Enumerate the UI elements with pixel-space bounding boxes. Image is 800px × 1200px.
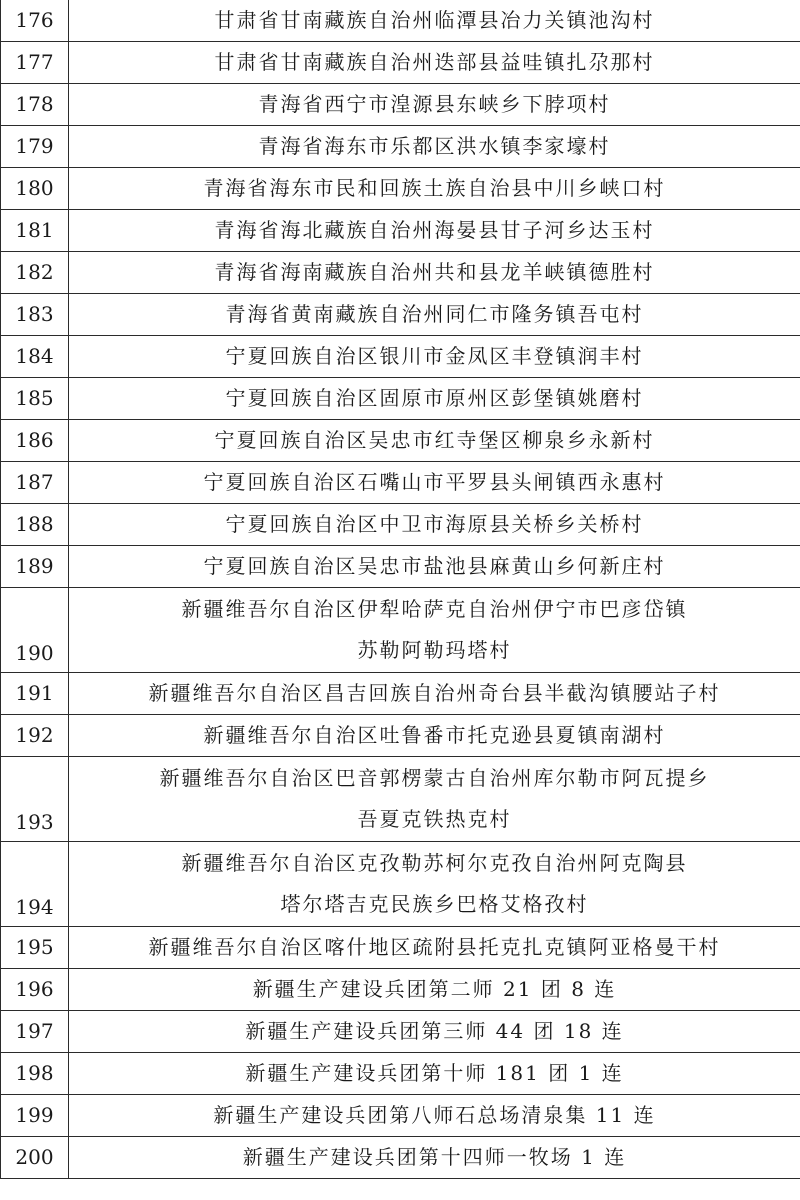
table-row [1, 1053, 800, 1095]
row-number-cell: 179 [1, 126, 69, 168]
village-name-cell [69, 927, 800, 969]
table-row [1, 378, 800, 420]
table-row [1, 757, 800, 842]
village-name-cell [69, 378, 800, 420]
row-number-cell: 178 [1, 84, 69, 126]
village-name-cell [69, 842, 800, 927]
row-number-cell: 191 [1, 673, 69, 715]
table-row [1, 673, 800, 715]
table-row [1, 420, 800, 462]
village-name-line: 新疆生产建设兵团第三师 44 团 18 连 [245, 1019, 624, 1043]
row-number-cell: 200 [1, 1137, 69, 1179]
village-name-cell [69, 1011, 800, 1053]
row-number-cell: 181 [1, 210, 69, 252]
table-row [1, 126, 800, 168]
row-number-cell: 196 [1, 969, 69, 1011]
village-name-line: 新疆生产建设兵团第二师 21 团 8 连 [252, 977, 617, 1001]
row-number-cell: 194 [1, 842, 69, 927]
village-name-cell [69, 504, 800, 546]
village-name-cell [69, 546, 800, 588]
village-name-line: 青海省黄南藏族自治州同仁市隆务镇吾屯村 [225, 302, 644, 326]
village-name-line: 新疆维吾尔自治区伊犁哈萨克自治州伊宁市巴彦岱镇 [181, 597, 688, 621]
row-number-cell: 176 [1, 0, 69, 42]
row-number-cell: 189 [1, 546, 69, 588]
row-number-cell: 180 [1, 168, 69, 210]
row-number-cell: 188 [1, 504, 69, 546]
village-name-line: 塔尔塔吉克民族乡巴格艾格孜村 [280, 892, 589, 916]
row-number-cell: 198 [1, 1053, 69, 1095]
village-name-cell [69, 294, 800, 336]
table-row [1, 1137, 800, 1179]
row-number-cell: 177 [1, 42, 69, 84]
village-name-cell [69, 462, 800, 504]
village-name-line: 新疆维吾尔自治区吐鲁番市托克逊县夏镇南湖村 [203, 723, 666, 747]
row-number-cell: 184 [1, 336, 69, 378]
table-row [1, 1095, 800, 1137]
row-number-cell: 190 [1, 588, 69, 673]
table-row [1, 842, 800, 927]
village-name-cell [69, 168, 800, 210]
row-number-cell: 199 [1, 1095, 69, 1137]
table-row [1, 210, 800, 252]
row-number-cell: 183 [1, 294, 69, 336]
village-name-cell [69, 42, 800, 84]
village-name-line: 宁夏回族自治区吴忠市红寺堡区柳泉乡永新村 [214, 428, 655, 452]
village-name-line: 新疆生产建设兵团第十师 181 团 1 连 [245, 1061, 624, 1085]
village-name-cell [69, 252, 800, 294]
village-name-line: 苏勒阿勒玛塔村 [357, 638, 512, 662]
village-name-line: 新疆维吾尔自治区喀什地区疏附县托克扎克镇阿亚格曼干村 [148, 935, 721, 959]
village-name-line: 青海省海南藏族自治州共和县龙羊峡镇德胜村 [214, 260, 655, 284]
table-row [1, 168, 800, 210]
table-row [1, 1011, 800, 1053]
row-number-cell: 195 [1, 927, 69, 969]
row-number-cell: 185 [1, 378, 69, 420]
village-name-cell [69, 588, 800, 673]
village-name-cell [69, 336, 800, 378]
row-number-cell: 187 [1, 462, 69, 504]
village-name-line: 新疆生产建设兵团第八师石总场清泉集 11 连 [213, 1103, 656, 1127]
row-number-cell: 182 [1, 252, 69, 294]
village-name-cell [69, 673, 800, 715]
village-name-cell [69, 420, 800, 462]
village-name-cell [69, 1095, 800, 1137]
village-name-line: 青海省海北藏族自治州海晏县甘子河乡达玉村 [214, 218, 655, 242]
village-name-line: 新疆维吾尔自治区克孜勒苏柯尔克孜自治州阿克陶县 [181, 851, 688, 875]
table-row [1, 252, 800, 294]
village-name-cell [69, 0, 800, 42]
village-name-line: 青海省海东市民和回族土族自治县中川乡峡口村 [203, 176, 666, 200]
village-name-cell [69, 715, 800, 757]
village-name-cell [69, 210, 800, 252]
village-name-cell [69, 969, 800, 1011]
village-name-line: 新疆生产建设兵团第十四师一牧场 1 连 [242, 1145, 627, 1169]
table-row [1, 42, 800, 84]
table-row [1, 462, 800, 504]
row-number-cell: 197 [1, 1011, 69, 1053]
village-name-line: 宁夏回族自治区吴忠市盐池县麻黄山乡何新庄村 [203, 554, 666, 578]
table-row [1, 546, 800, 588]
table-row [1, 969, 800, 1011]
row-number-cell: 193 [1, 757, 69, 842]
table-row [1, 588, 800, 673]
village-name-line: 吾夏克铁热克村 [357, 807, 512, 831]
table-body [1, 0, 800, 1179]
village-name-line: 青海省海东市乐都区洪水镇李家壕村 [258, 134, 611, 158]
table-row [1, 504, 800, 546]
table-row [1, 336, 800, 378]
village-name-cell [69, 1137, 800, 1179]
table-row [1, 0, 800, 42]
village-name-cell [69, 84, 800, 126]
village-name-cell [69, 1053, 800, 1095]
table-row [1, 927, 800, 969]
table-row [1, 84, 800, 126]
village-name-cell [69, 126, 800, 168]
village-name-line: 甘肃省甘南藏族自治州迭部县益哇镇扎尕那村 [214, 50, 655, 74]
table-row [1, 294, 800, 336]
village-name-line: 宁夏回族自治区固原市原州区彭堡镇姚磨村 [225, 386, 644, 410]
village-name-line: 甘肃省甘南藏族自治州临潭县冶力关镇池沟村 [214, 8, 655, 32]
village-name-line: 宁夏回族自治区银川市金凤区丰登镇润丰村 [225, 344, 644, 368]
table-row [1, 715, 800, 757]
village-name-line: 青海省西宁市湟源县东峡乡下脖项村 [258, 92, 611, 116]
village-name-line: 新疆维吾尔自治区昌吉回族自治州奇台县半截沟镇腰站子村 [148, 681, 721, 705]
village-name-line: 宁夏回族自治区石嘴山市平罗县头闸镇西永惠村 [203, 470, 666, 494]
row-number-cell: 186 [1, 420, 69, 462]
village-name-line: 宁夏回族自治区中卫市海原县关桥乡关桥村 [225, 512, 644, 536]
village-name-line: 新疆维吾尔自治区巴音郭楞蒙古自治州库尔勒市阿瓦提乡 [159, 766, 710, 790]
village-name-cell [69, 757, 800, 842]
row-number-cell: 192 [1, 715, 69, 757]
